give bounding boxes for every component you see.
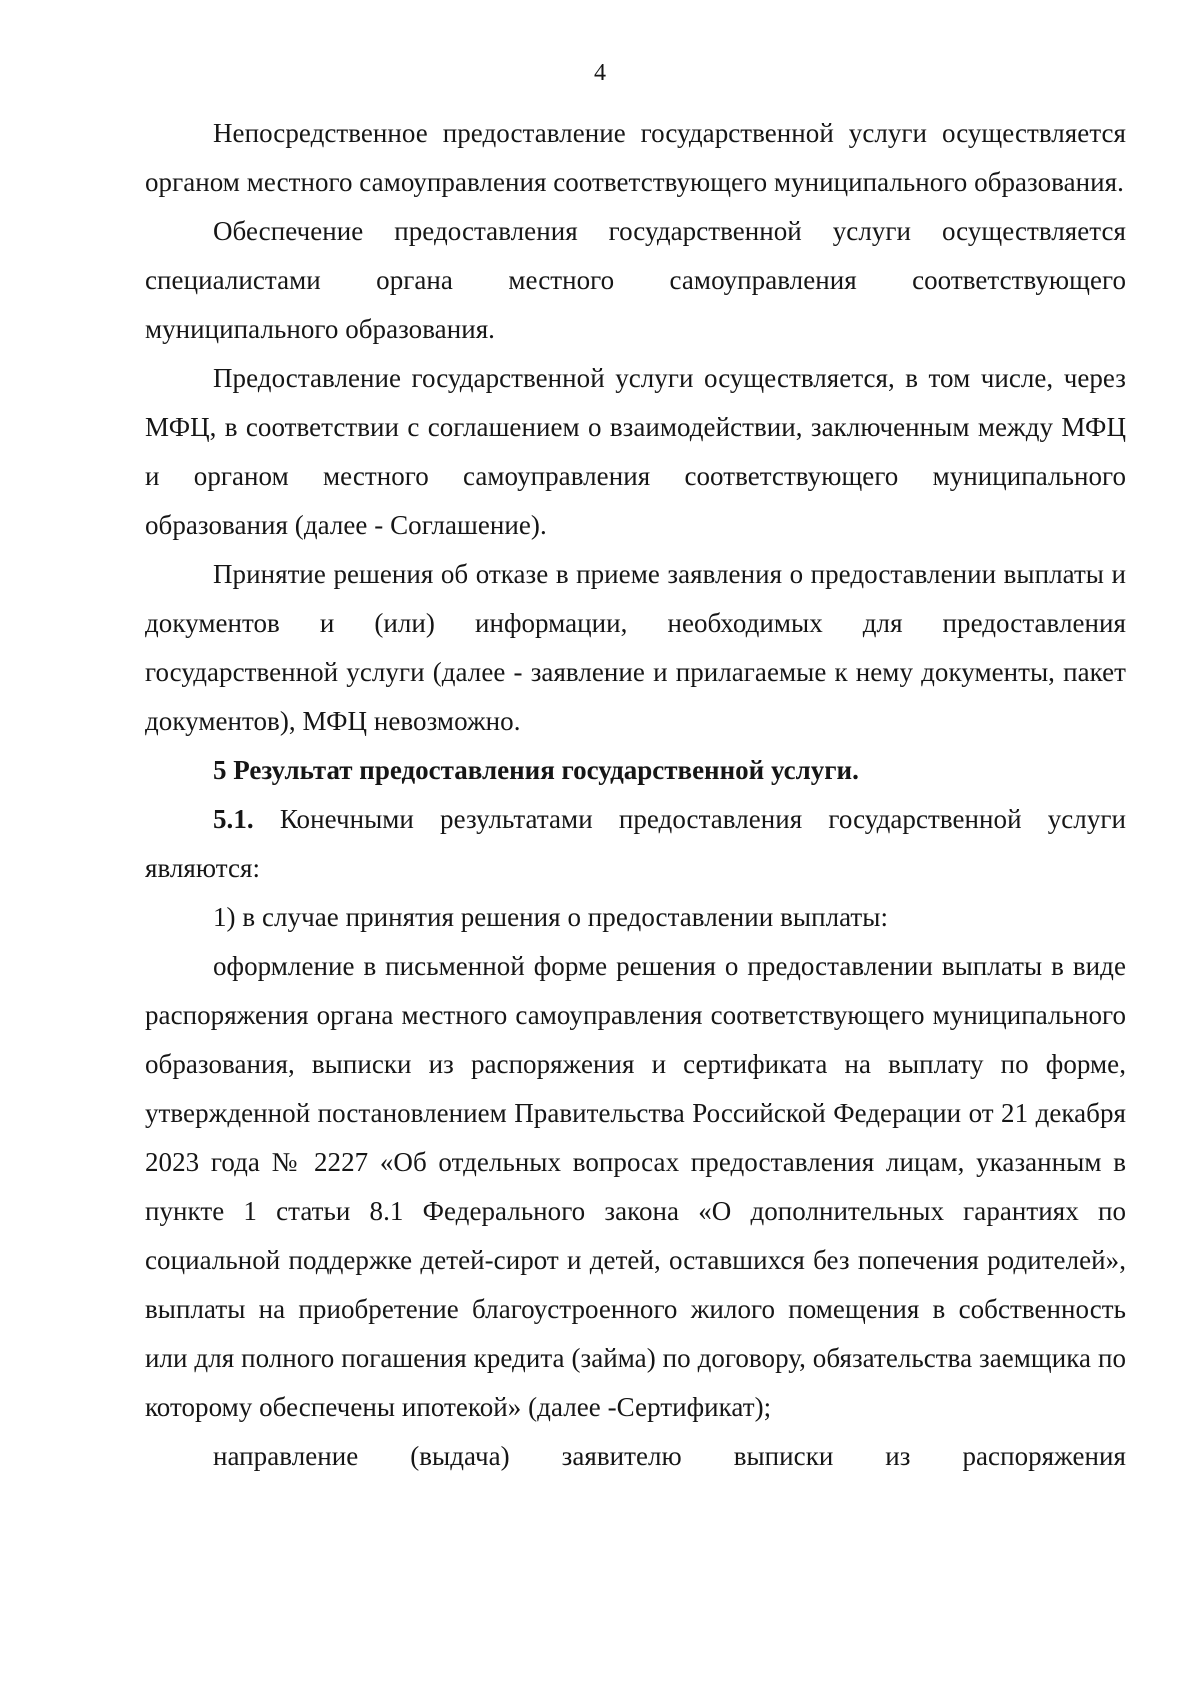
paragraph-item-5-1 <box>145 795 1126 893</box>
document-body <box>145 109 1126 1481</box>
paragraph-issue-extract: направление (выдача) заявителю выписки из распоряжения <box>213 1441 1126 1471</box>
paragraph-provision-support: Обеспечение предоставления государственной услуги осуществляется специалистами органа местного самоуправления соответствующего муниципального образования. <box>145 216 1126 344</box>
page-number: 4 <box>594 60 606 86</box>
paragraph-mfc-provision: Предоставление государственной услуги осуществляется, в том числе, через МФЦ, в соответствии с соглашением о взаимодействии, заключенным между МФЦ и органом местного самоуправления соответствующего муниципального образования (далее - Соглашение). <box>145 363 1126 540</box>
item-5-1-text: Конечными результатами предоставления государственной услуги являются: <box>145 804 1126 883</box>
paragraph-direct-provision: Непосредственное предоставление государственной услуги осуществляется органом местного самоуправления соответствующего муниципального образования. <box>145 118 1126 197</box>
item-number-5-1: 5.1. <box>213 804 254 834</box>
paragraph-form-decision: оформление в письменной форме решения о предоставлении выплаты в виде распоряжения органа местного самоуправления соответствующего муниципального образования, выписки из распоряжения и сертификата на выплату по форме, утвержденной постановлением Правительства Российской Федерации от 21 декабря 2023 года № 2227 «Об отдельных вопросах предоставления лицам, указанным в пункте 1 статьи 8.1 Федерального закона «О дополнительных гарантиях по социальной поддержке детей-сирот и детей, оставшихся без попечения родителей», выплаты на приобретение благоустроенного жилого помещения в собственность или для полного погашения кредита (займа) по договору, обязательства заемщика по которому обеспечены ипотекой» (далее -Сертификат); <box>145 951 1126 1422</box>
section-heading-result: 5 Результат предоставления государственной услуги. <box>213 755 859 785</box>
paragraph-refusal-decision: Принятие решения об отказе в приеме заявления о предоставлении выплаты и документов и (или) информации, необходимых для предоставления государственной услуги (далее - заявление и прилагаемые к нему документы, пакет документов), МФЦ невозможно. <box>145 559 1126 736</box>
paragraph-subitem-1: 1) в случае принятия решения о предоставлении выплаты: <box>213 902 889 932</box>
